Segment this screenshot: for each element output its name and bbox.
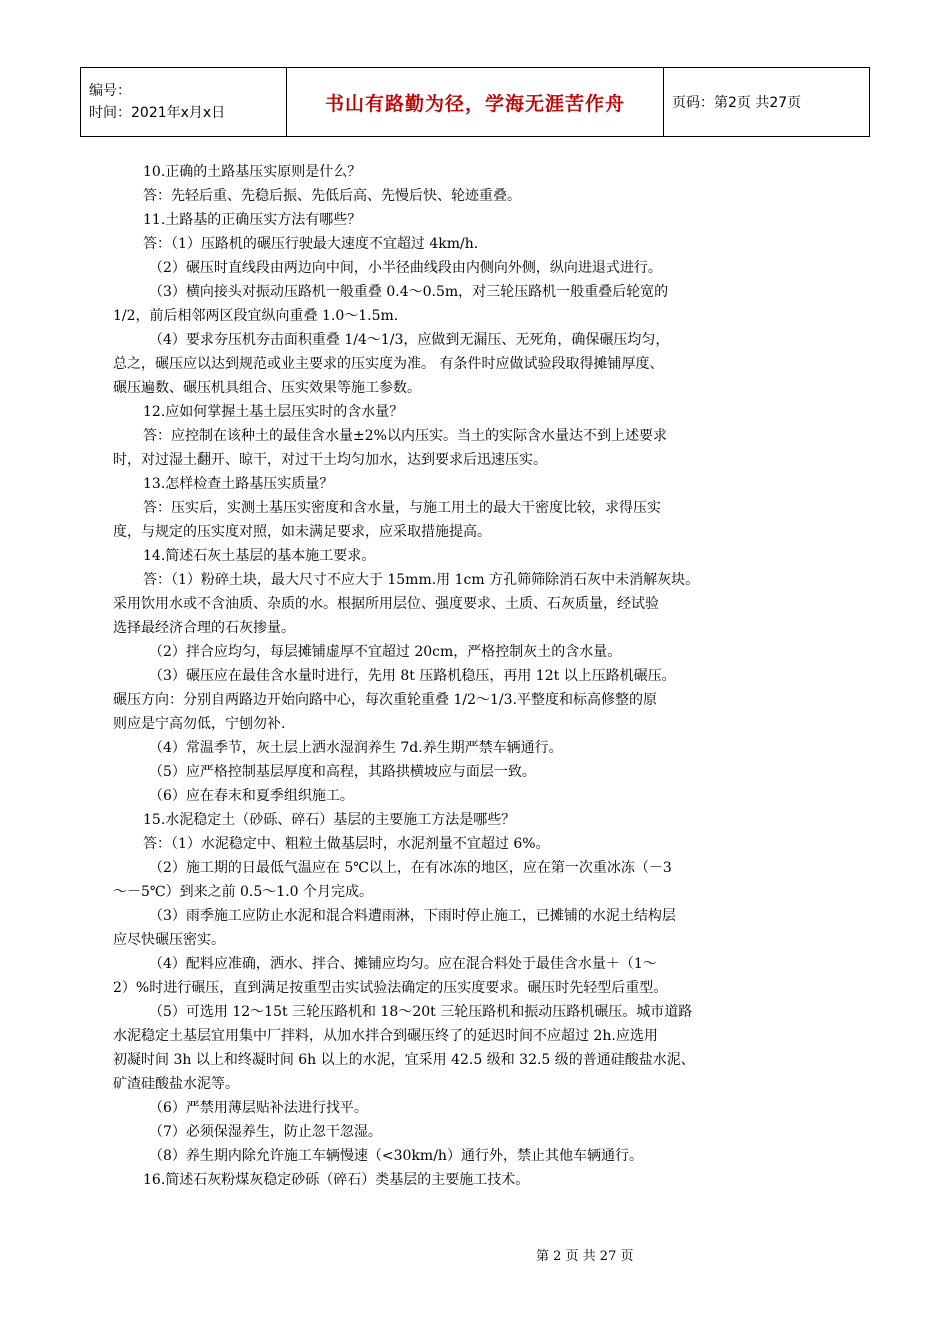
text-line: （5）可选用 12～15t 三轮压路机和 18～20t 三轮压路机和振动压路机碾压。城市道路 [149, 1004, 693, 1020]
text-line: 1/2，前后相邻两区段宜纵向重叠 1.0～1.5m. [113, 308, 399, 324]
header-page-cell [664, 68, 870, 137]
text-line: （3）横向接头对振动压路机一般重叠 0.4～0.5m，对三轮压路机一般重叠后轮宽的 [149, 284, 669, 300]
document-date-label: 时间：2021年x月x日 [89, 105, 226, 121]
header-motto: 书山有路勤为径，学海无涯苦作舟 [324, 92, 625, 115]
text-line: 度，与规定的压实度对照，如未满足要求，应采取措施提高。 [113, 524, 491, 540]
text-line: 初凝时间 3h 以上和终凝时间 6h 以上的水泥，宜采用 42.5 级和 32.5 级的普通硅酸盐水泥、 [113, 1052, 695, 1068]
text-line: 水泥稳定土基层宜用集中厂拌料，从加水拌合到碾压终了的延迟时间不应超过 2h.应选用 [113, 1028, 658, 1044]
text-line: （6）应在春末和夏季组织施工。 [149, 788, 354, 804]
text-line: 矿渣硅酸盐水泥等。 [113, 1076, 239, 1092]
text-line: 答：（1）粉碎土块，最大尺寸不应大于 15mm.用 1cm 方孔筛筛除消石灰中未消解灰块。 [143, 572, 700, 588]
text-line: 应尽快碾压密实。 [113, 932, 225, 948]
text-line: 选择最经济合理的石灰掺量。 [113, 620, 295, 636]
text-line: 碾压方向：分别自两路边开始向路中心，每次重轮重叠 1/2～1/3.平整度和标高修整的原 [113, 692, 657, 708]
text-line: （4）配料应准确，洒水、拌合、摊铺应均匀。应在混合料处于最佳含水量＋（1～ [149, 956, 657, 972]
header-table [80, 67, 870, 137]
header-page-number: 页码：第2页 共27页 [672, 95, 802, 111]
text-line: （2）拌合应均匀，每层摊铺虚厚不宜超过 20cm，严格控制灰土的含水量。 [149, 644, 622, 660]
text-line: 总之，碾压应以达到规范或业主要求的压实度为准。 有条件时应做试验段取得摊铺厚度、 [113, 356, 664, 372]
footer-page-number: 第 2 页 共 27 页 [536, 1249, 634, 1264]
text-line: 答：（1）水泥稳定中、粗粒土做基层时，水泥剂量不宜超过 6%。 [143, 836, 550, 852]
text-line: 答：（1）压路机的碾压行驶最大速度不宜超过 4km/h. [143, 236, 479, 252]
text-line: 答：应控制在该种土的最佳含水量±2%以内压实。当土的实际含水量达不到上述要求 [143, 428, 667, 444]
text-line: 采用饮用水或不含油质、杂质的水。根据所用层位、强度要求、土质、石灰质量，经试验 [113, 596, 659, 612]
text-line: （7）必须保湿养生，防止忽干忽湿。 [149, 1124, 382, 1140]
text-line: 碾压遍数、碾压机具组合、压实效果等施工参数。 [113, 380, 421, 396]
text-line: 答：先轻后重、先稳后振、先低后高、先慢后快、轮迹重叠。 [143, 188, 521, 204]
document-number-label: 编号： [89, 83, 131, 99]
text-line: （3）雨季施工应防止水泥和混合料遭雨淋，下雨时停止施工，已摊铺的水泥土结构层 [149, 908, 676, 924]
text-line: 时，对过湿土翻开、晾干，对过干土均匀加水，达到要求后迅速压实。 [113, 452, 547, 468]
text-line: 12.应如何掌握土基土层压实时的含水量？ [143, 404, 404, 420]
text-line: （4）要求夯压机夯击面积重叠 1/4～1/3，应做到无漏压、无死角，确保碾压均匀， [149, 332, 670, 348]
text-line: 13.怎样检查土路基压实质量？ [143, 476, 334, 492]
text-line: 16.简述石灰粉煤灰稳定砂砾（碎石）类基层的主要施工技术。 [143, 1172, 530, 1188]
text-line: （6）严禁用薄层贴补法进行找平。 [149, 1100, 368, 1116]
text-line: （2）施工期的日最低气温应在 5℃以上，在有冰冻的地区，应在第一次重冰冻（－3 [149, 860, 672, 876]
text-line: 答：压实后，实测土基压实密度和含水量，与施工用土的最大干密度比较，求得压实 [143, 500, 661, 516]
document-body [113, 160, 823, 1192]
text-line: （5）应严格控制基层厚度和高程，其路拱横坡应与面层一致。 [149, 764, 536, 780]
text-line: ～－5℃）到来之前 0.5～1.0 个月完成。 [113, 884, 373, 900]
text-line: 14.简述石灰土基层的基本施工要求。 [143, 548, 376, 564]
text-line: 2）%时进行碾压，直到满足按重型击实试验法确定的压实度要求。碾压时先轻型后重型。 [113, 980, 668, 996]
text-line: 10.正确的土路基压实原则是什么？ [143, 164, 362, 180]
text-line: （2）碾压时直线段由两边向中间，小半径曲线段由内侧向外侧，纵向进退式进行。 [149, 260, 662, 276]
text-line: 15.水泥稳定土（砂砾、碎石）基层的主要施工方法是哪些？ [143, 812, 516, 828]
text-line: 11.土路基的正确压实方法有哪些？ [143, 212, 362, 228]
text-line: 则应是宁高勿低，宁刨勿补. [113, 716, 286, 732]
text-line: （4）常温季节，灰土层上洒水湿润养生 7d.养生期严禁车辆通行。 [149, 740, 563, 756]
header-motto-cell [287, 68, 664, 137]
text-line: （8）养生期内除允许施工车辆慢速（<30km/h）通行外，禁止其他车辆通行。 [149, 1148, 643, 1164]
text-line: （3）碾压应在最佳含水量时进行，先用 8t 压路机稳压，再用 12t 以上压路机碾压。 [149, 668, 676, 684]
header-info-cell [81, 68, 287, 137]
